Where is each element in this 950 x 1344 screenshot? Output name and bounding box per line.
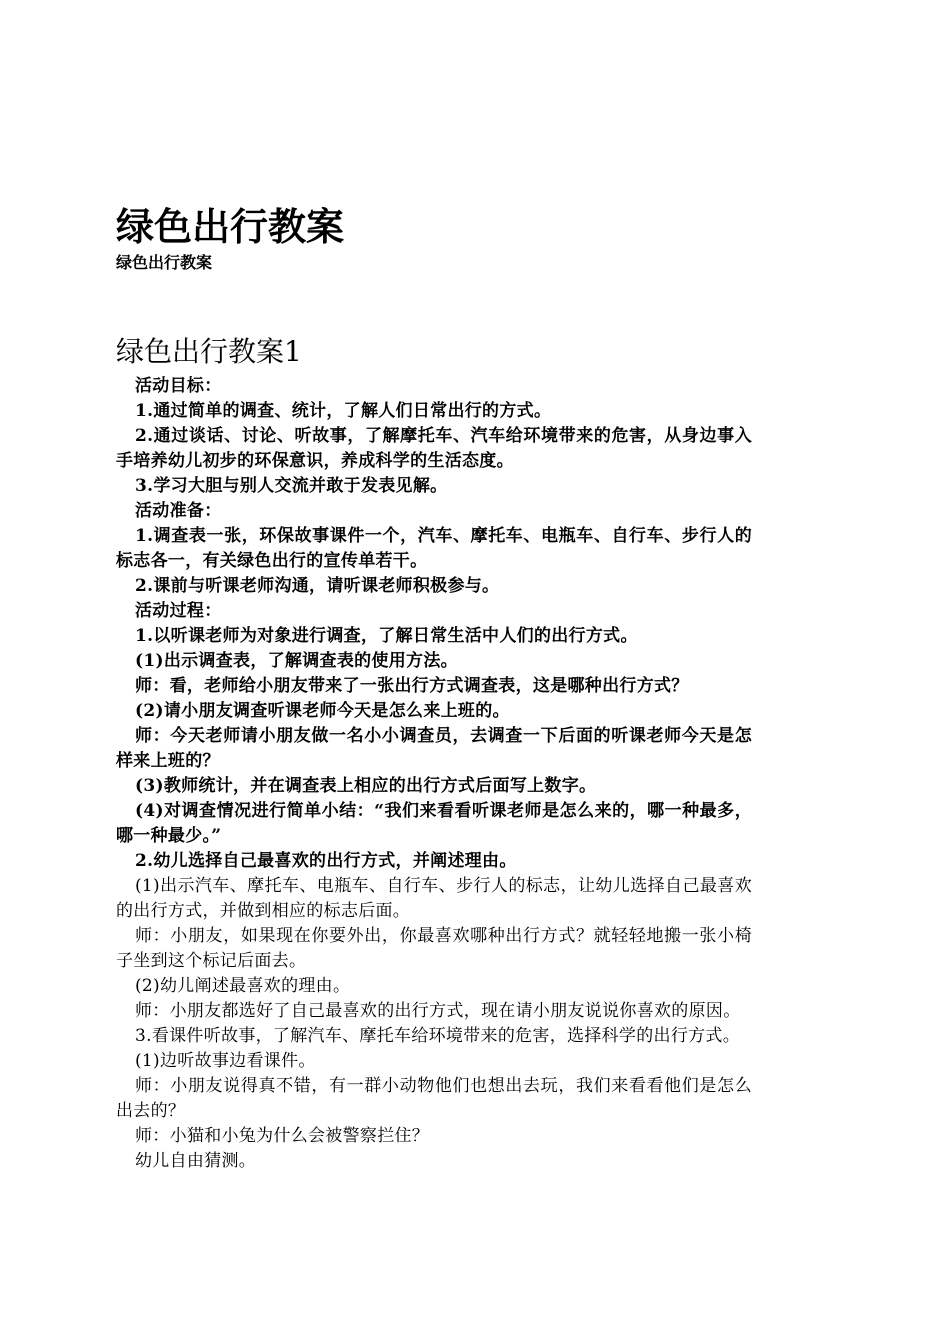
paragraph: (3)教师统计，并在调查表上相应的出行方式后面写上数字。 (135, 776, 597, 796)
paragraph: (2)请小朋友调查听课老师今天是怎么来上班的。 (135, 701, 510, 721)
paragraph: 师：看，老师给小朋友带来了一张出行方式调查表，这是哪种出行方式？ (135, 676, 689, 696)
paragraph: 师：小朋友都选好了自己最喜欢的出行方式，现在请小朋友说说你喜欢的原因。 (135, 1001, 741, 1021)
paragraph: 活动过程： (135, 601, 222, 621)
paragraph: 师：小朋友说得真不错，有一群小动物他们也想出去玩，我们来看看他们是怎么出去的？ (116, 1076, 752, 1121)
paragraph: 1.通过简单的调查、统计，了解人们日常出行的方式。 (135, 401, 552, 421)
paragraph: (1)出示调查表，了解调查表的使用方法。 (135, 651, 458, 671)
document-title: 绿色出行教案 (116, 205, 345, 249)
paragraph: 1.以听课老师为对象进行调查，了解日常生活中人们的出行方式。 (135, 626, 638, 646)
paragraph: (1)出示汽车、摩托车、电瓶车、自行车、步行人的标志，让幼儿选择自己最喜欢的出行方式，并做到相应的标志后面。 (116, 876, 752, 921)
paragraph: 2.幼儿选择自己最喜欢的出行方式，并阐述理由。 (135, 851, 517, 871)
paragraph: (4)对调查情况进行简单小结：“我们来看看听课老师是怎么来的，哪一种最多，哪一种最少。” (116, 801, 752, 846)
section-heading: 绿色出行教案1 (116, 335, 302, 368)
paragraph: 活动准备： (135, 501, 222, 521)
paragraph: 1.调查表一张，环保故事课件一个，汽车、摩托车、电瓶车、自行车、步行人的标志各一，有关绿色出行的宣传单若干。 (116, 526, 752, 571)
paragraph: 幼儿自由猜测。 (135, 1151, 257, 1171)
paragraph: 师：今天老师请小朋友做一名小小调查员，去调查一下后面的听课老师今天是怎样来上班的？ (116, 726, 752, 771)
paragraph: 3.学习大胆与别人交流并敢于发表见解。 (135, 476, 448, 496)
paragraph: 3.看课件听故事，了解汽车、摩托车给环境带来的危害，选择科学的出行方式。 (135, 1026, 741, 1046)
paragraph: (1)边听故事边看课件。 (135, 1051, 316, 1071)
document-subtitle: 绿色出行教案 (116, 253, 213, 272)
paragraph: 2.通过谈话、讨论、听故事，了解摩托车、汽车给环境带来的危害，从身边事入手培养幼儿初步的环保意识，养成科学的生活态度。 (116, 426, 752, 471)
paragraph: 活动目标： (135, 376, 222, 396)
document-body (116, 374, 752, 1174)
paragraph: 师：小朋友，如果现在你要外出，你最喜欢哪种出行方式？就轻轻地搬一张小椅子坐到这个标记后面去。 (116, 926, 752, 971)
paragraph: 师：小猫和小兔为什么会被警察拦住？ (135, 1126, 430, 1146)
paragraph: (2)幼儿阐述最喜欢的理由。 (135, 976, 351, 996)
paragraph: 2.课前与听课老师沟通，请听课老师积极参与。 (135, 576, 500, 596)
